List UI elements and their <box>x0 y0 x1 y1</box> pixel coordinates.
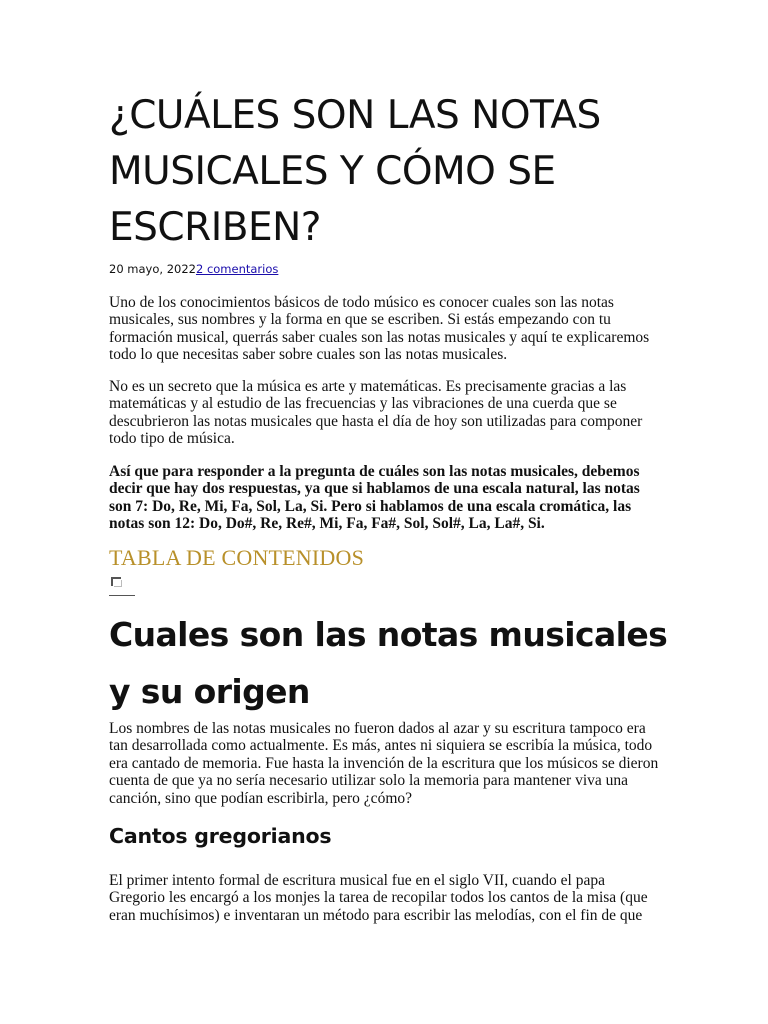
answer-paragraph: Así que para responder a la pregunta de cuáles son las notas musicales, debemos decir que hay dos respuestas, ya que si hablamos de una escala natural, las notas son 7: Do, Re, Mi, Fa, Sol, La, Si. Pero si hablamos de una escala cromática, las notas son 12: Do, Do#, Re, Re#, Mi, Fa, Fa#, Sol, Sol#, La, La#, Si. <box>109 463 640 533</box>
subsection-paragraph: El primer intento formal de escritura musical fue en el siglo VII, cuando el papa Gregorio les encargó a los monjes la tarea de recopilar todos los cantos de la misa (que eran muchísimos) e inventaran un método para escribir las melodías, con el fin de que <box>109 872 648 924</box>
subsection-heading: Cantos gregorianos <box>109 824 332 848</box>
page-title: ¿CUÁLES SON LAS NOTAS MUSICALES Y CÓMO SE ESCRIBEN? <box>109 93 601 250</box>
intro-paragraph: Uno de los conocimientos básicos de todo músico es conocer cuales son las notas musicales, sus nombres y la forma en que se escriben. Si estás empezando con tu formación musical, querrás saber cuales son las notas musicales y aquí te explicaremos todo lo que necesitas saber sobre cuales son las notas musicales. <box>109 294 650 364</box>
body-paragraph: No es un secreto que la música es arte y matemáticas. Es precisamente gracias a las matemáticas y al estudio de las frecuencias y las vibraciones de una cuerda que se descubrieron las notas musicales que hasta el día de hoy son utilizadas para componer todo tipo de música. <box>109 378 643 448</box>
toc-heading: TABLA DE CONTENIDOS <box>109 545 365 570</box>
toc-toggle-icon[interactable] <box>111 577 121 586</box>
comments-link[interactable]: 2 comentarios <box>195 262 279 276</box>
section-heading: Cuales son las notas musicales y su origen <box>109 615 668 711</box>
post-date: 20 mayo, 2022 <box>109 262 196 276</box>
post-meta <box>109 262 278 276</box>
section-paragraph: Los nombres de las notas musicales no fueron dados al azar y su escritura tampoco era tan desarrollada como actualmente. Es más, antes ni siquiera se escribía la música, todo era cantado de memoria. Fue hasta la invención de la escritura que los músicos se dieron cuenta de que ya no sería necesario utilizar solo la memoria para mantener viva una canción, sino que podían escribirla, pero ¿cómo? <box>109 720 659 807</box>
toc-divider <box>109 595 135 596</box>
